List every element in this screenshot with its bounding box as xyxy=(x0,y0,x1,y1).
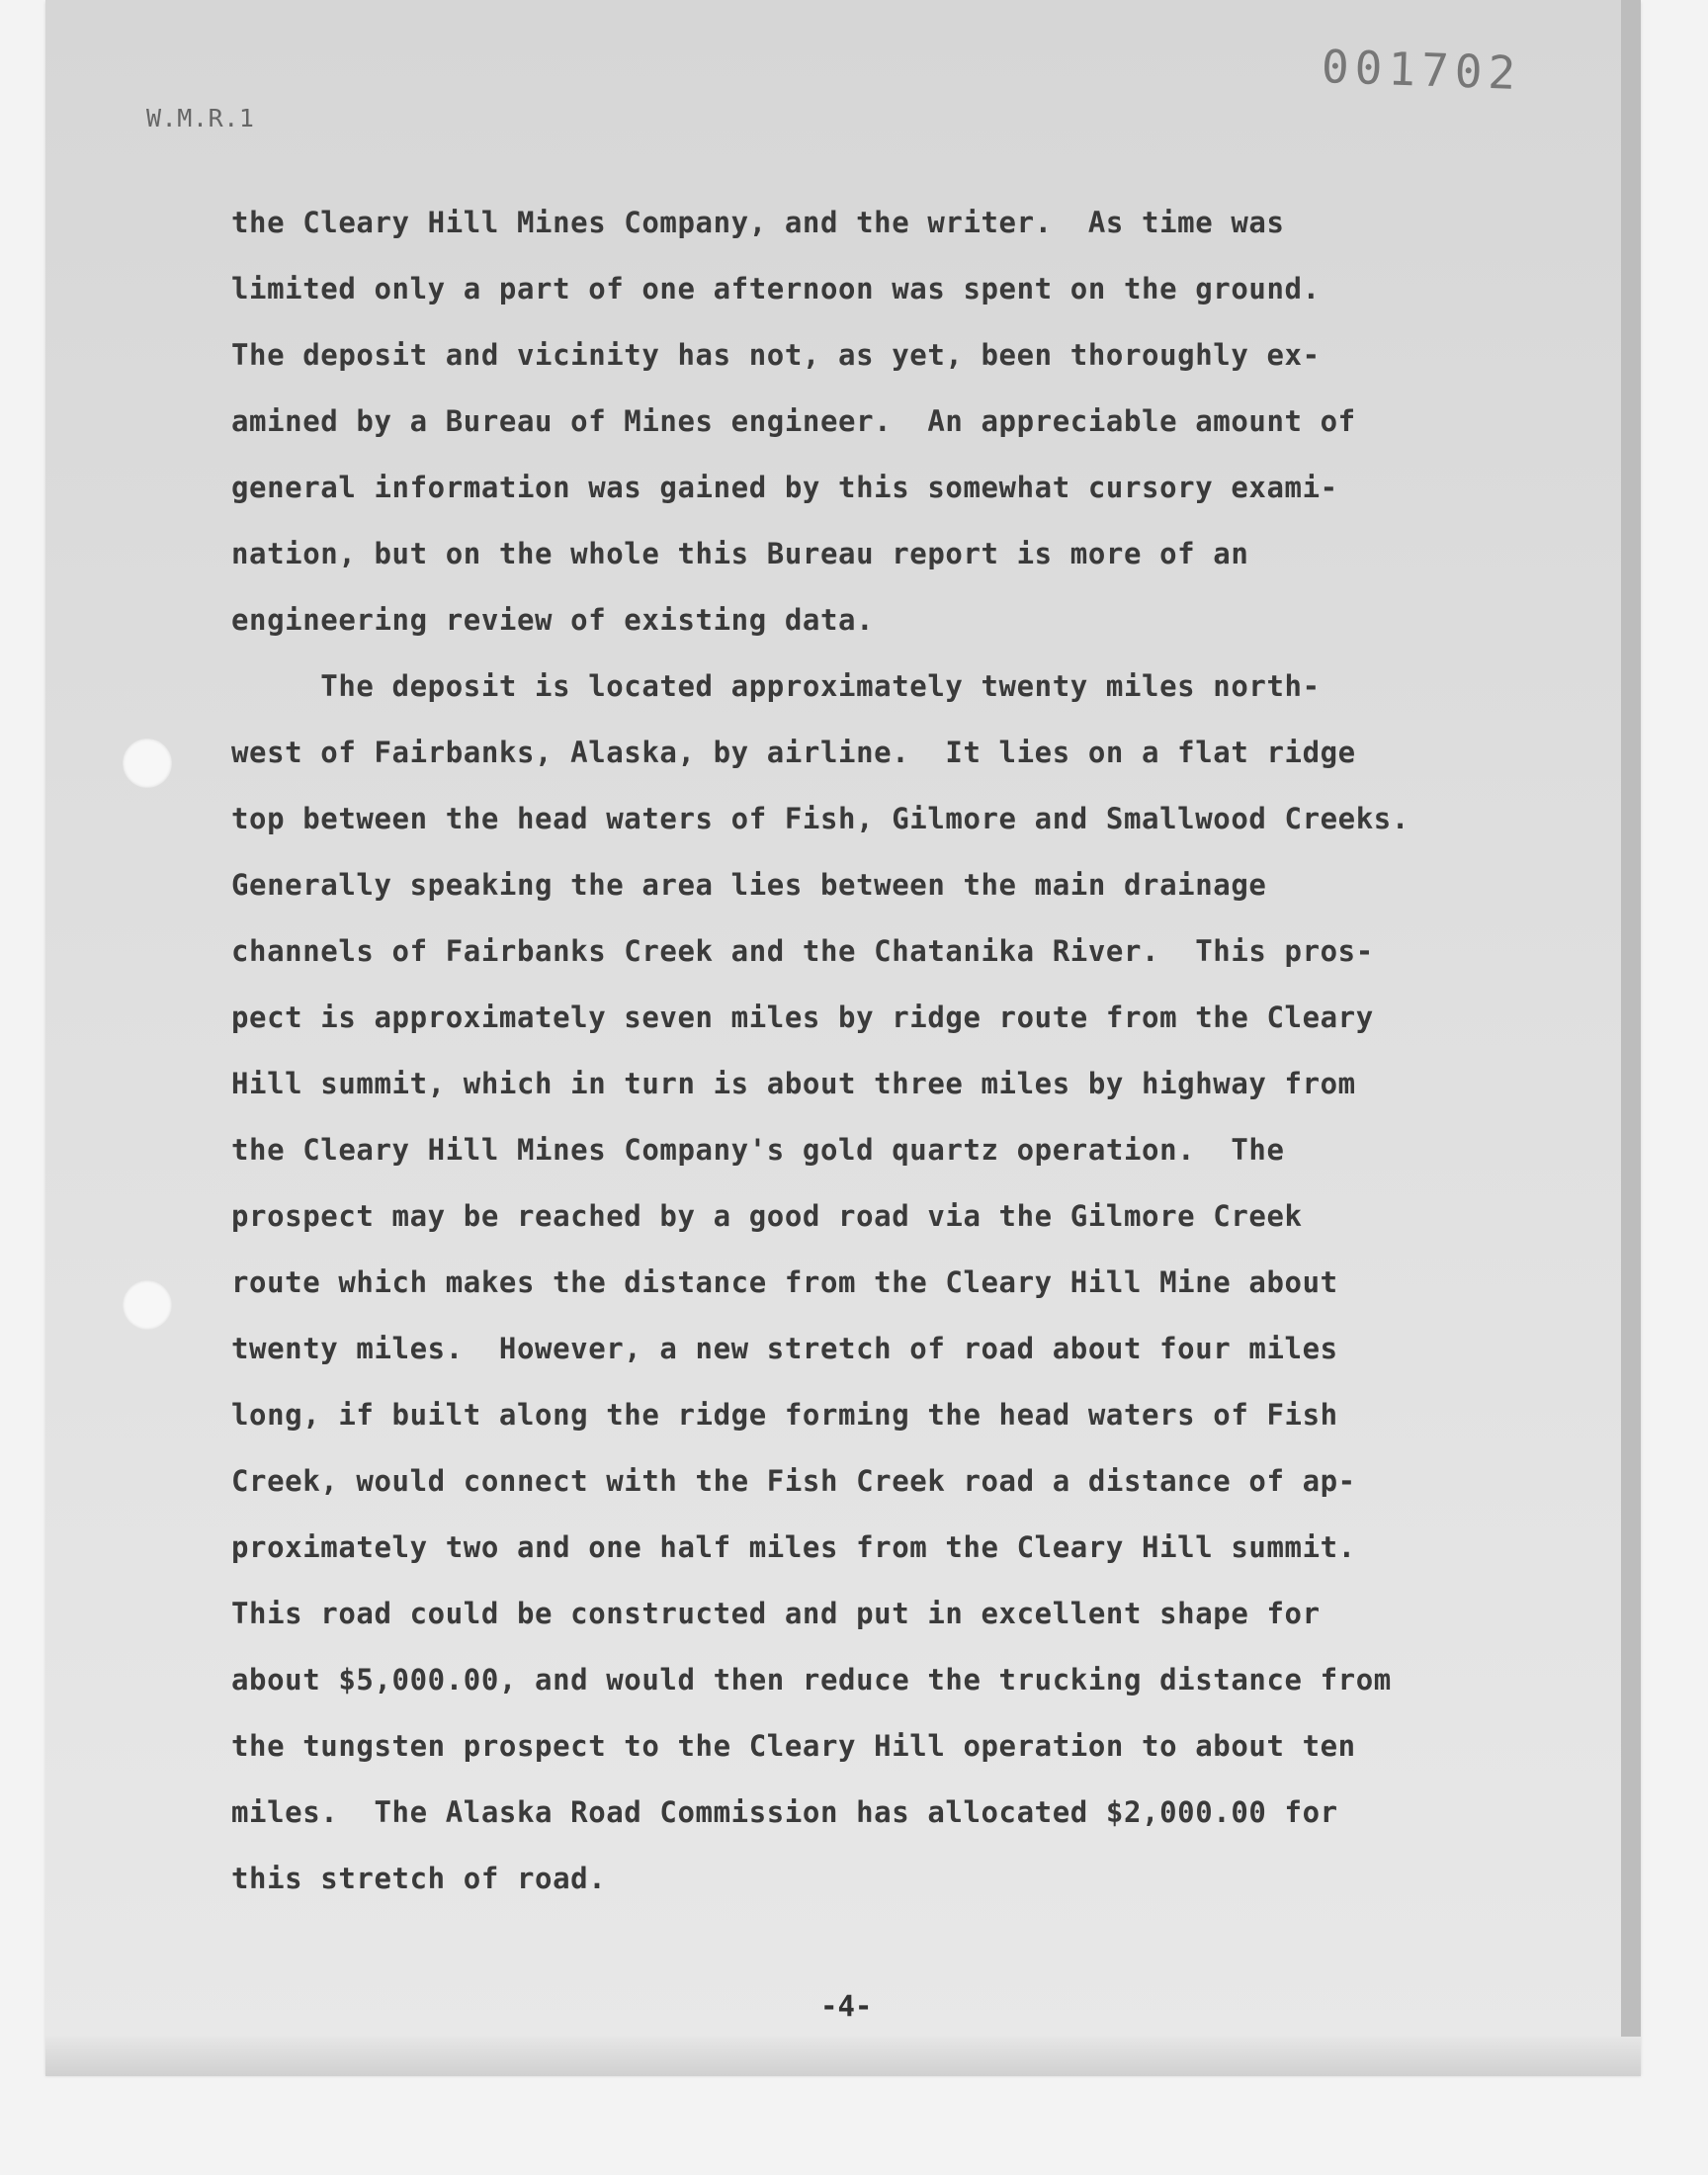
body-line: pect is approximately seven miles by ridge route from the Cleary xyxy=(231,1000,1374,1034)
punch-hole-upper xyxy=(123,739,172,788)
punch-hole-lower xyxy=(123,1280,172,1330)
body-line: Creek, would connect with the Fish Creek road a distance of ap- xyxy=(231,1464,1356,1498)
body-line: nation, but on the whole this Bureau report is more of an xyxy=(231,537,1249,570)
body-line: proximately two and one half miles from the Cleary Hill summit. xyxy=(231,1530,1356,1564)
body-line: This road could be constructed and put in excellent shape for xyxy=(231,1597,1321,1630)
page-edge-shadow xyxy=(1621,0,1641,2074)
header-code: W.M.R.1 xyxy=(146,104,255,132)
document-number-stamp: 001702 xyxy=(1321,40,1523,101)
body-line: Generally speaking the area lies between the main drainage xyxy=(231,868,1267,902)
body-line: prospect may be reached by a good road via the Gilmore Creek xyxy=(231,1199,1303,1233)
body-line: route which makes the distance from the Cleary Hill Mine about xyxy=(231,1265,1338,1299)
body-line: long, if built along the ridge forming the head waters of Fish xyxy=(231,1398,1338,1432)
body-line: The deposit is located approximately twenty miles north- xyxy=(231,669,1321,703)
body-line: top between the head waters of Fish, Gilmore and Smallwood Creeks. xyxy=(231,802,1409,835)
body-line: amined by a Bureau of Mines engineer. An appreciable amount of xyxy=(231,404,1356,438)
page-number: -4- xyxy=(820,1989,873,2023)
body-line: about $5,000.00, and would then reduce the trucking distance from xyxy=(231,1663,1392,1696)
body-line: limited only a part of one afternoon was spent on the ground. xyxy=(231,272,1321,305)
body-line: general information was gained by this somewhat cursory exami- xyxy=(231,471,1338,504)
page-bottom-edge xyxy=(45,2037,1641,2076)
body-line: The deposit and vicinity has not, as yet, been thoroughly ex- xyxy=(231,338,1321,372)
body-line: miles. The Alaska Road Commission has allocated $2,000.00 for xyxy=(231,1795,1338,1829)
document-page xyxy=(45,0,1641,2074)
body-line: twenty miles. However, a new stretch of road about four miles xyxy=(231,1332,1338,1365)
body-line: engineering review of existing data. xyxy=(231,603,875,637)
body-line: this stretch of road. xyxy=(231,1862,607,1895)
body-line: the tungsten prospect to the Cleary Hill operation to about ten xyxy=(231,1729,1356,1763)
body-line: the Cleary Hill Mines Company, and the writer. As time was xyxy=(231,206,1285,239)
body-line: west of Fairbanks, Alaska, by airline. It lies on a flat ridge xyxy=(231,736,1356,769)
body-line: Hill summit, which in turn is about three miles by highway from xyxy=(231,1067,1356,1100)
body-line: the Cleary Hill Mines Company's gold quartz operation. The xyxy=(231,1133,1285,1167)
body-line: channels of Fairbanks Creek and the Chatanika River. This pros- xyxy=(231,934,1374,968)
